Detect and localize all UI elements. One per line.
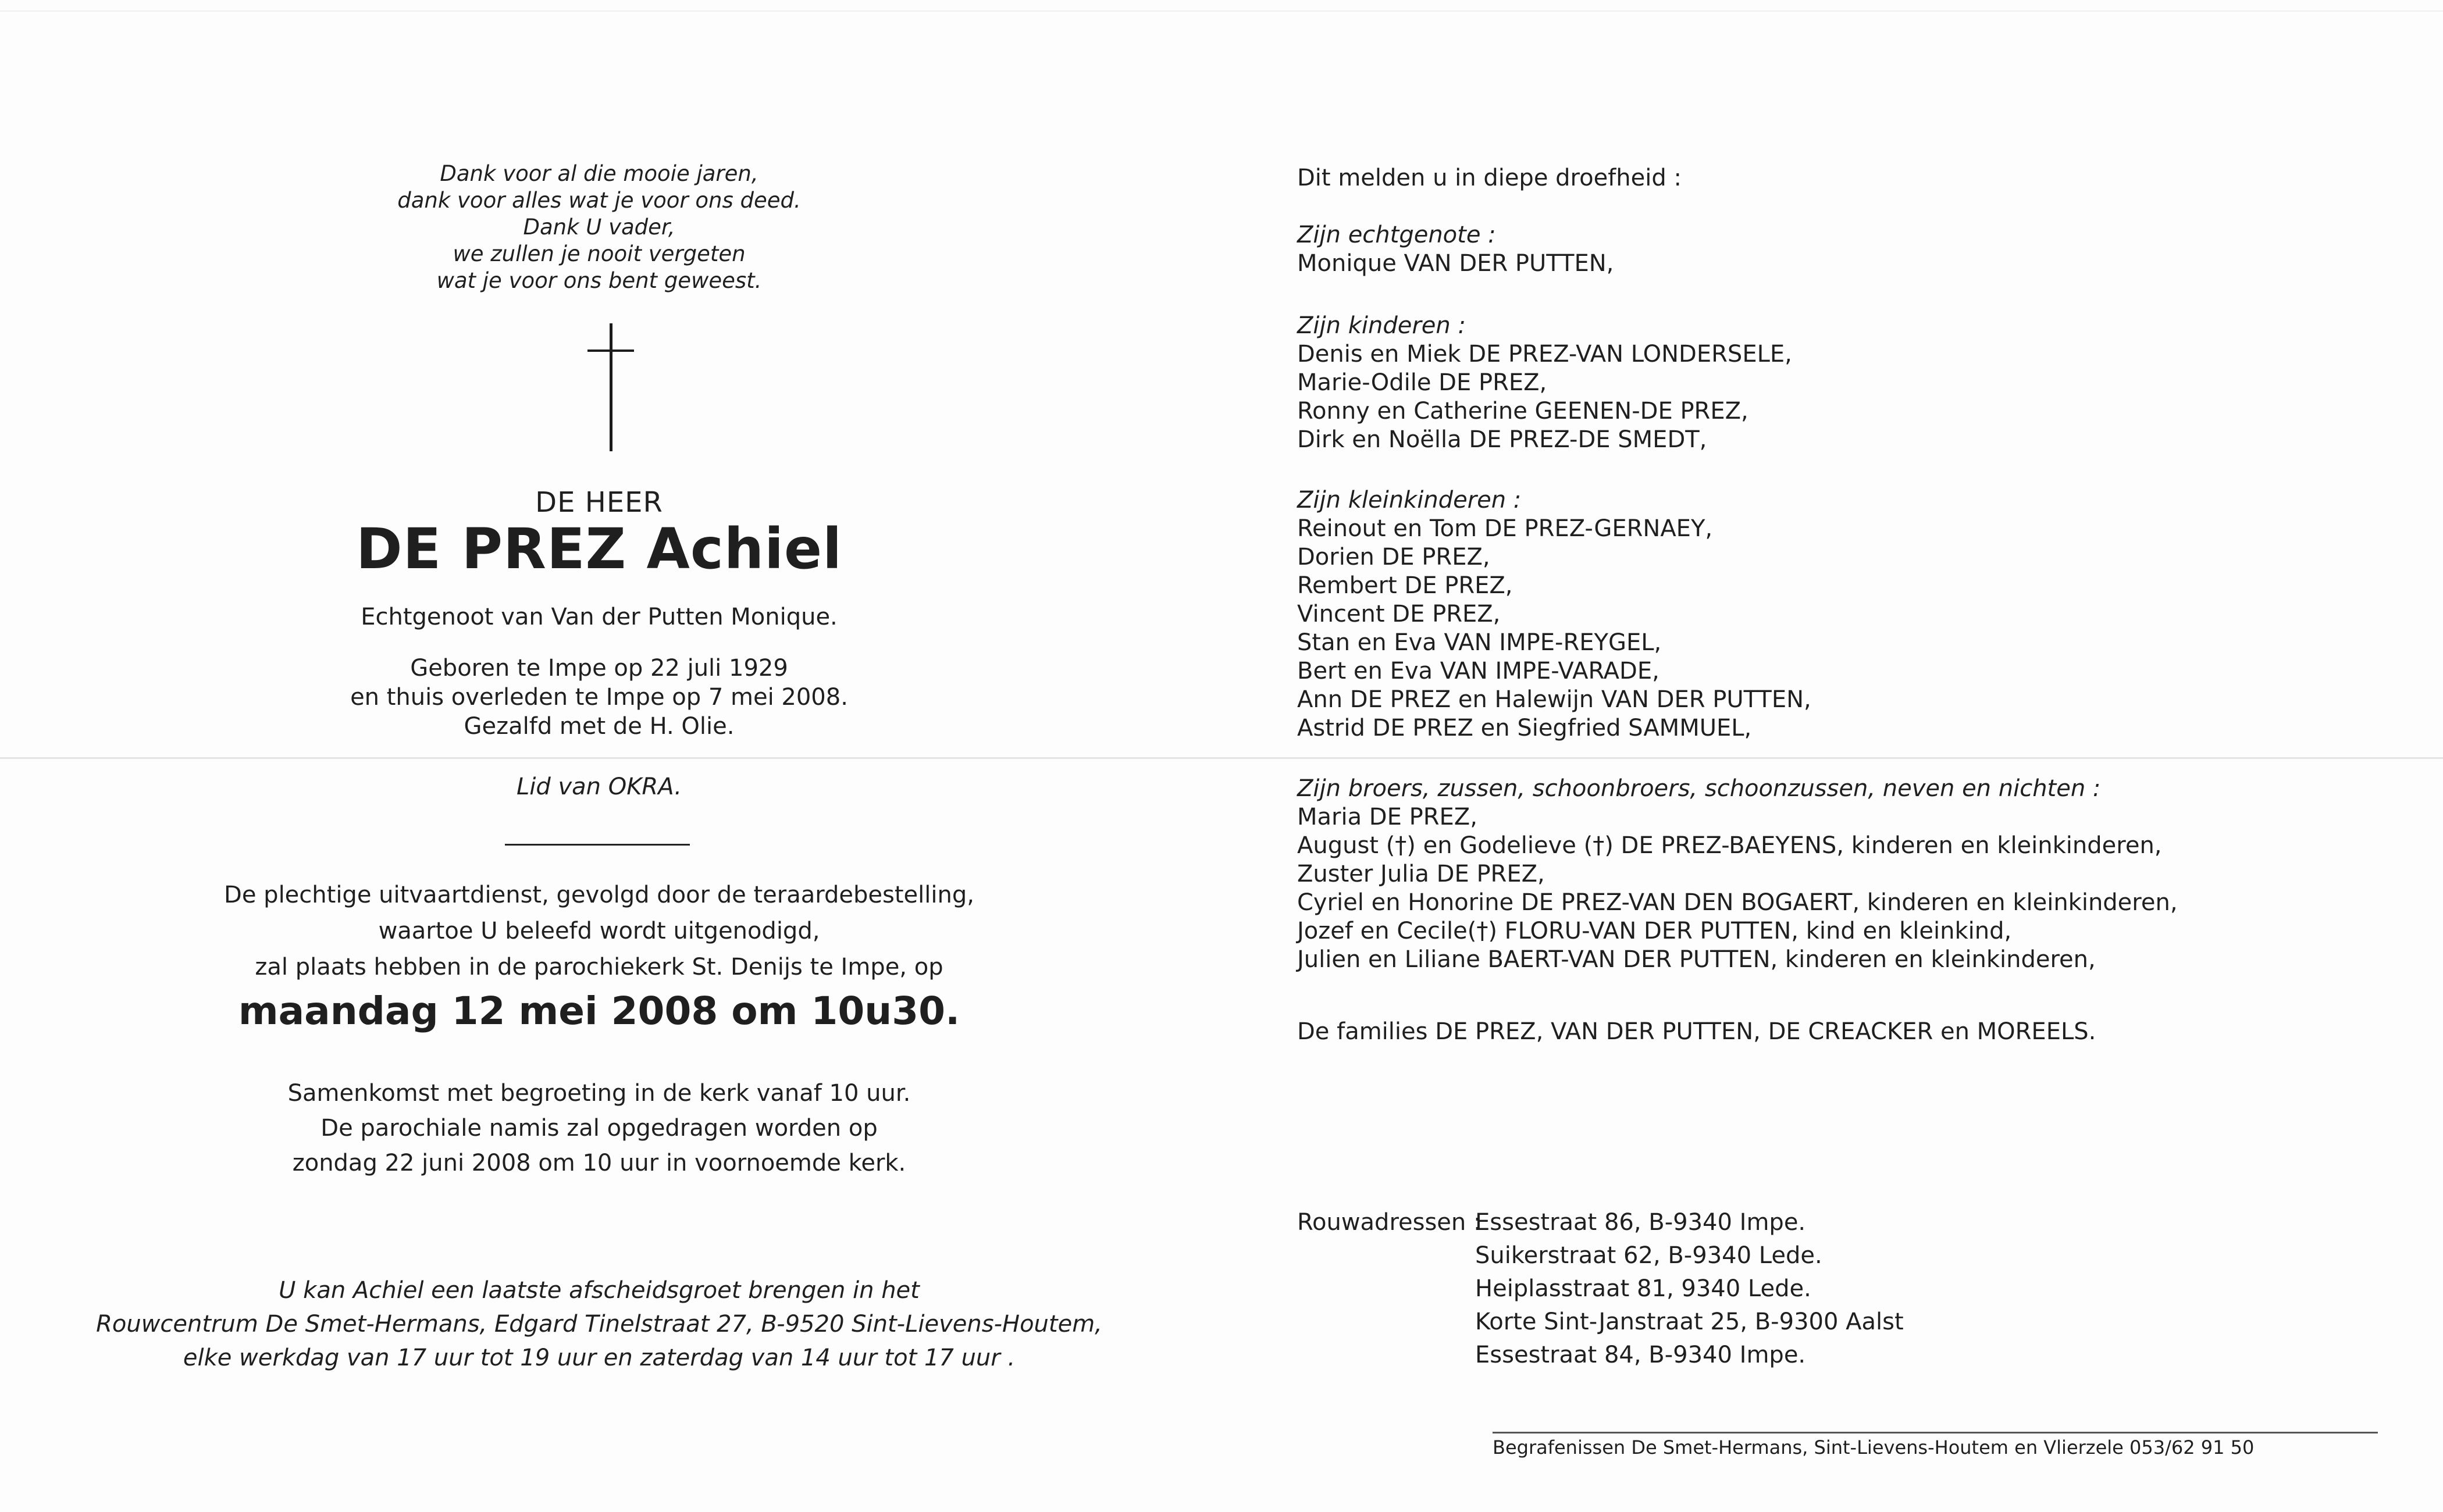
family-member: Ronny en Catherine GEENEN-DE PREZ, <box>1297 398 1748 425</box>
footer-rule <box>1493 1432 2378 1433</box>
family-member: Ann DE PREZ en Halewijn VAN DER PUTTEN, <box>1297 686 1811 713</box>
address-line: Suikerstraat 62, B-9340 Lede. <box>1475 1242 1822 1269</box>
family-member: Julien en Liliane BAERT-VAN DER PUTTEN, kinderen en kleinkinderen, <box>1297 946 2096 973</box>
poem-line: Dank voor al die mooie jaren, <box>440 161 758 186</box>
mass-line: De parochiale namis zal opgedragen worden op <box>320 1115 878 1142</box>
visit-line: Rouwcentrum De Smet-Hermans, Edgard Tinelstraat 27, B-9520 Sint-Lievens-Houtem, <box>96 1311 1102 1338</box>
poem-line: we zullen je nooit vergeten <box>453 241 746 266</box>
group-label: Zijn echtgenote : <box>1297 222 1496 248</box>
service-line: De plechtige uitvaartdienst, gevolgd door de teraardebestelling, <box>224 882 974 908</box>
visit-line: elke werkdag van 17 uur tot 19 uur en zaterdag van 14 uur tot 17 uur . <box>183 1345 1016 1371</box>
service-line: zal plaats hebben in de parochiekerk St. Denijs te Impe, op <box>255 954 943 980</box>
address-line: Essestraat 84, B-9340 Impe. <box>1475 1342 1806 1368</box>
divider <box>505 844 690 846</box>
visit-line: U kan Achiel een laatste afscheidsgroet brengen in het <box>279 1277 920 1304</box>
family-member: Denis en Miek DE PREZ-VAN LONDERSELE, <box>1297 341 1792 368</box>
intro-line: Dit melden u in diepe droefheid : <box>1297 165 1682 191</box>
address-line: Korte Sint-Janstraat 25, B-9300 Aalst <box>1475 1308 1904 1335</box>
addresses-label: Rouwadressen : <box>1297 1209 1482 1236</box>
family-member: Vincent DE PREZ, <box>1297 601 1501 627</box>
family-member: Dorien DE PREZ, <box>1297 544 1490 570</box>
family-member: Reinout en Tom DE PREZ-GERNAEY, <box>1297 515 1713 542</box>
membership: Lid van OKRA. <box>516 773 682 800</box>
birth-line: Geboren te Impe op 22 juli 1929 <box>410 655 788 682</box>
right-panel <box>1297 0 2402 1512</box>
family-member: Astrid DE PREZ en Siegfried SAMMUEL, <box>1297 715 1752 741</box>
poem-line: dank voor alles wat je voor ons deed. <box>397 188 801 213</box>
cross-icon <box>587 323 634 451</box>
mass-line: zondag 22 juni 2008 om 10 uur in voornoemde kerk. <box>292 1150 906 1176</box>
family-member: Jozef en Cecile(†) FLORU-VAN DER PUTTEN, kind en kleinkind, <box>1297 918 2012 944</box>
family-member: Stan en Eva VAN IMPE-REYGEL, <box>1297 629 1662 656</box>
deceased-name: DE PREZ Achiel <box>355 516 843 582</box>
family-member: Cyriel en Honorine DE PREZ-VAN DEN BOGAERT, kinderen en kleinkinderen, <box>1297 889 2178 916</box>
group-label: Zijn kinderen : <box>1297 312 1466 339</box>
service-announcement <box>0 877 1198 985</box>
funeral-home-footer: Begrafenissen De Smet-Hermans, Sint-Lievens-Houtem en Vlierzele 053/62 91 50 <box>1493 1436 2255 1458</box>
poem-line: Dank U vader, <box>523 215 675 240</box>
address-list <box>1475 1206 1904 1372</box>
visitation-info <box>0 1274 1198 1375</box>
family-member: August (†) en Godelieve (†) DE PREZ-BAEYENS, kinderen en kleinkinderen, <box>1297 832 2162 859</box>
address-line: Heiplasstraat 81, 9340 Lede. <box>1475 1275 1811 1302</box>
poem <box>0 161 1198 294</box>
family-group-siblings <box>1297 775 2178 974</box>
service-date: maandag 12 mei 2008 om 10u30. <box>238 989 960 1033</box>
honorific: DE HEER <box>535 486 663 519</box>
group-label: Zijn kleinkinderen : <box>1297 487 1522 513</box>
family-member: Zuster Julia DE PREZ, <box>1297 861 1545 887</box>
service-line: waartoe U beleefd wordt uitgenodigd, <box>378 918 820 944</box>
families-line: De families DE PREZ, VAN DER PUTTEN, DE CREACKER en MOREELS. <box>1297 1018 2096 1045</box>
anointing-line: Gezalfd met de H. Olie. <box>464 713 735 740</box>
family-member: Rembert DE PREZ, <box>1297 572 1513 599</box>
family-member: Monique VAN DER PUTTEN, <box>1297 250 1614 277</box>
group-label: Zijn broers, zussen, schoonbroers, schoonzussen, neven en nichten : <box>1297 775 2101 802</box>
spouse-line: Echtgenoot van Van der Putten Monique. <box>361 604 838 630</box>
family-group-spouse <box>1297 221 1614 278</box>
mass-info <box>0 1076 1198 1181</box>
left-panel <box>0 0 1198 1512</box>
family-member: Bert en Eva VAN IMPE-VARADE, <box>1297 658 1659 684</box>
address-line: Essestraat 86, B-9340 Impe. <box>1475 1209 1806 1236</box>
family-group-children <box>1297 312 1792 454</box>
family-member: Maria DE PREZ, <box>1297 804 1477 830</box>
family-member: Marie-Odile DE PREZ, <box>1297 369 1547 396</box>
mass-line: Samenkomst met begroeting in de kerk vanaf 10 uur. <box>287 1080 911 1107</box>
death-line: en thuis overleden te Impe op 7 mei 2008. <box>350 684 848 711</box>
family-member: Dirk en Noëlla DE PREZ-DE SMEDT, <box>1297 426 1707 453</box>
poem-line: wat je voor ons bent geweest. <box>436 268 762 293</box>
birth-death-info <box>0 654 1198 741</box>
family-group-grandchildren <box>1297 486 1811 743</box>
